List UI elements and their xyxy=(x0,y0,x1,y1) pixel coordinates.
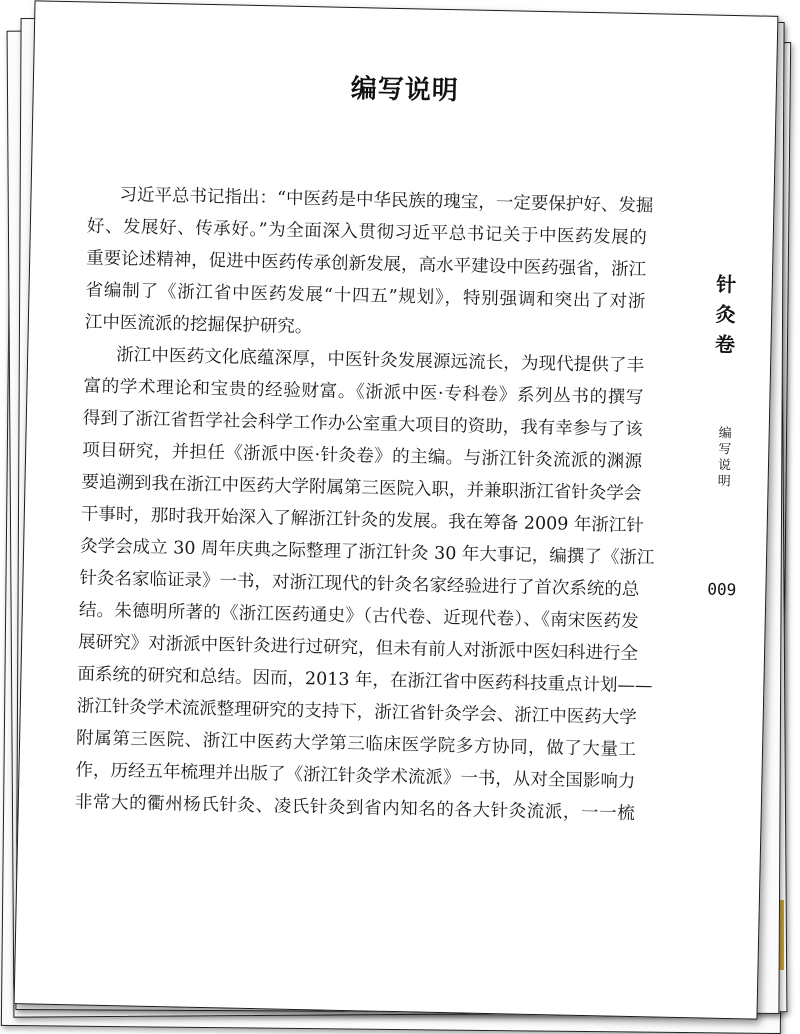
body-line: 重要论述精神，促进中医药传承创新发展，高水平建设中医药强省，浙江 xyxy=(85,248,647,281)
page-title: 编写说明 xyxy=(350,73,460,107)
body-line: 得到了浙江省哲学社会科学工作办公室重大项目的资助，我有幸参与了该 xyxy=(82,408,643,441)
body-line: 好、发展好、传承好。”为全面深入贯彻习近平总书记关于中医药发展的 xyxy=(86,216,647,249)
body-line: 省编制了《浙江省中医药发展“十四五”规划》，特别强调和突出了对浙 xyxy=(85,280,646,313)
body-line: 干事时，那时我开始深入了解浙江针灸的发展。我在筹备 2009 年浙江针 xyxy=(80,504,645,537)
body-line: 习近平总书记指出：“中医药是中华民族的瑰宝，一定要保护好、发掘 xyxy=(119,185,654,217)
body-line: 展研究》对浙派中医针灸进行过研究，但未有前人对浙派中医妇科进行全 xyxy=(77,632,639,665)
body-line: 附属第三医院、浙江中医药大学第三临床医学院多方协同，做了大量工 xyxy=(75,728,637,761)
body-line: 浙江中医药文化底蕴深厚，中医针灸发展源远流长，为现代提供了丰 xyxy=(115,345,645,377)
body-line: 富的学术理论和宝贵的经验财富。《浙派中医·专科卷》系列丛书的撰写 xyxy=(83,376,644,409)
body-line: 江中医流派的挖掘保护研究。 xyxy=(84,312,313,338)
side-section-title: 编写说明 xyxy=(714,425,731,490)
side-book-title: 针灸卷 xyxy=(711,273,738,365)
book-page xyxy=(14,0,779,1019)
body-line: 结。朱德明所著的《浙江医药通史》（古代卷、近现代卷）、《南宋医药发 xyxy=(78,600,639,633)
body-line: 面系统的研究和总结。因而，2013 年，在浙江省中医药科技重点计划—— xyxy=(77,664,653,697)
body-line: 项目研究，并担任《浙派中医·针灸卷》的主编。与浙江针灸流派的渊源 xyxy=(81,440,643,473)
body-line: 针灸名家临证录》一书，对浙江现代的针灸名家经验进行了首次系统的总 xyxy=(79,568,640,601)
body-line: 灸学会成立 30 周年庆典之际整理了浙江针灸 30 年大事记，编撰了《浙江 xyxy=(79,536,655,569)
page-number: 009 xyxy=(707,579,737,600)
body-line: 要追溯到我在浙江中医药大学附属第三医院入职，并兼职浙江省针灸学会 xyxy=(81,472,642,505)
body-line: 非常大的衢州杨氏针灸、凌氏针灸到省内知名的各大针灸流派，一一梳 xyxy=(74,792,635,825)
body-line: 作，历经五年梳理并出版了《浙江针灸学术流派》一书，从对全国影响力 xyxy=(75,760,636,793)
body-line: 浙江针灸学术流派整理研究的支持下，浙江省针灸学会、浙江中医药大学 xyxy=(76,696,637,729)
